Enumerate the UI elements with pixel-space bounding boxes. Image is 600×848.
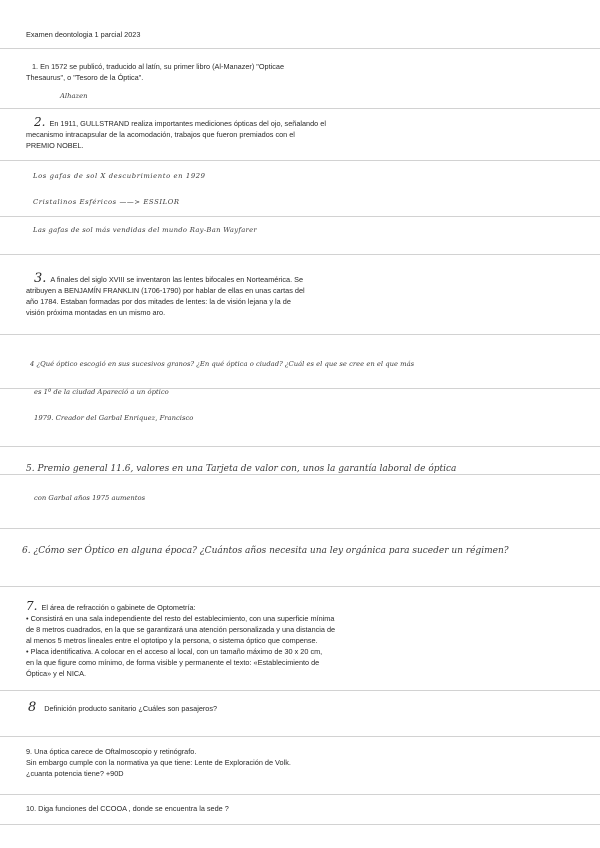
question-3-line: año 1784. Estaban formadas por dos mitades de lentes: la de visión lejana y la de (26, 297, 291, 306)
ruled-line (0, 254, 600, 255)
ruled-line (0, 794, 600, 795)
question-1 (26, 61, 386, 83)
question-3-line: visión próxima montadas en un mismo aro. (26, 308, 166, 317)
page-title-text: Examen deontologia 1 parcial 2023 (26, 30, 141, 39)
question-8-number: 8 (28, 700, 37, 715)
ruled-line (0, 736, 600, 737)
question-4-line: 1979. Creador del Garbal Enriquez, Francisco (34, 414, 194, 422)
question-8-text: Definición producto sanitario ¿Cuáles son pasajeros? (44, 704, 218, 713)
question-4-line: 4 ¿Qué óptico escogió en sus sucesivos granos? ¿En qué óptica o ciudad? ¿Cuál es el que se cree en el que más (30, 360, 415, 368)
question-2-line: mecanismo intracapsular de la acomodación, trabajos que fueron premiados con el (26, 130, 295, 139)
question-7-line: al menos 5 metros lineales entre el optotipo y la persona, o sistema óptico que compense. (26, 636, 318, 645)
question-6-line: 6. ¿Cómo ser Óptico en alguna época? ¿Cuántos años necesita una ley orgánica para suceder un régimen? (22, 546, 509, 556)
question-9-line: 9. Una óptica carece de Oftalmoscopio y retinógrafo. (26, 747, 197, 756)
ruled-line (0, 586, 600, 587)
ruled-line (0, 216, 600, 217)
answer-2-line: Los gafas de sol X descubrimiento en 1929 (33, 172, 206, 180)
question-8-line (26, 702, 386, 714)
question-7-line: Óptica» y el NICA. (26, 669, 87, 678)
question-3-text: A finales del siglo XVIII se inventaron las lentes bifocales en Norteamérica. Se (50, 275, 304, 284)
question-2-number: 2. (34, 115, 46, 129)
question-5-line: 5. Premio general 11.6, valores en una Tarjeta de valor con, unos la garantía laboral de óptica (26, 464, 457, 474)
question-9-line: ¿cuanta potencia tiene? +90D (26, 769, 124, 778)
ruled-line (0, 690, 600, 691)
question-2-line (26, 117, 366, 129)
question-9-line: Sin embargo cumple con la normativa ya que tiene: Lente de Exploración de Volk. (26, 758, 291, 767)
answer-2-line: Cristalinos Esféricos ——> ESSILOR (33, 198, 180, 206)
ruled-line (0, 824, 600, 825)
question-4-line: es 1º de la ciudad Apareció a un óptico (34, 388, 169, 396)
question-3-line (26, 273, 366, 285)
question-7 (26, 601, 386, 679)
ruled-line (0, 334, 600, 335)
question-7-number: 7. (26, 599, 38, 613)
ruled-line (0, 108, 600, 109)
ruled-line (0, 446, 600, 447)
question-10 (26, 803, 386, 814)
question-5-line: con Garbal años 1975 aumentos (34, 494, 146, 502)
question-7-line (26, 601, 386, 613)
question-1-line: Thesaurus", o "Tesoro de la Óptica". (26, 73, 144, 82)
question-7-text: El área de refracción o gabinete de Optometría: (41, 603, 196, 612)
question-7-line: en la que figure como mínimo, de forma visible y permanente el texto: «Establecimiento de (26, 658, 320, 667)
question-1-number: 1. (32, 62, 39, 71)
ruled-line (0, 528, 600, 529)
ruled-line (0, 48, 600, 49)
question-8 (26, 702, 386, 714)
answer-1: Alhazen (60, 92, 88, 100)
question-2-line: PREMIO NOBEL. (26, 141, 84, 150)
question-3-line: atribuyen a BENJAMÍN FRANKLIN (1706-1790) por hablar de ellas en unas cartas del (26, 286, 305, 295)
question-7-line: de 8 metros cuadrados, en la que se garantizará una atención personalizada y una distancia de (26, 625, 336, 634)
answer-2-line: Las gafas de sol más vendidas del mundo Ray-Ban Wayfarer (33, 226, 257, 234)
question-9 (26, 746, 386, 779)
question-2-text: En 1911, GULLSTRAND realiza importantes mediciones ópticas del ojo, señalando el (49, 119, 326, 128)
question-2 (26, 117, 366, 151)
question-10-line: 10. Diga funciones del CCOOA , donde se encuentra la sede ? (26, 804, 229, 813)
question-1-text: En 1572 se publicó, traducido al latín, su primer libro (Al-Manazer) "Opticae (40, 62, 285, 71)
question-3 (26, 273, 366, 318)
question-3-number: 3. (34, 271, 47, 286)
ruled-line (0, 160, 600, 161)
question-7-line: • Placa identificativa. A colocar en el acceso al local, con un tamaño máximo de 30 x 20 cm, (26, 647, 323, 656)
question-1-line (26, 61, 386, 72)
page-title (26, 29, 386, 40)
question-7-line: • Consistirá en una sala independiente del resto del establecimiento, con una superficie mínima (26, 614, 335, 623)
ruled-line (0, 474, 600, 475)
